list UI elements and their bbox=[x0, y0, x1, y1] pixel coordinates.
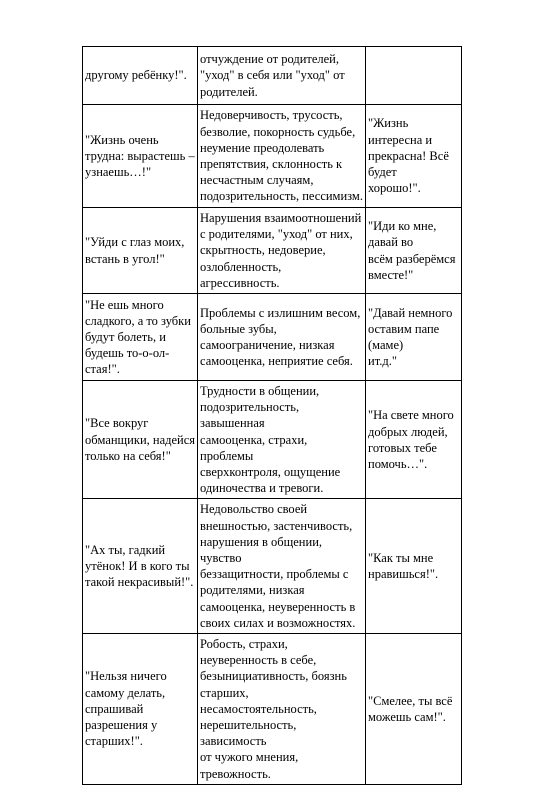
consequence-cell bbox=[198, 208, 366, 294]
table-row bbox=[83, 105, 462, 208]
statement-cell bbox=[83, 105, 198, 208]
consequence-text: Нарушения взаимоотношений с родителями, "уход" от них, скрытность, недоверие, озлобленность, агрессивность. bbox=[200, 211, 362, 290]
alternative-cell bbox=[366, 208, 462, 294]
statement-cell bbox=[83, 208, 198, 294]
table-row bbox=[83, 499, 462, 634]
alternative-cell bbox=[366, 47, 462, 105]
consequence-cell bbox=[198, 381, 366, 499]
table-row bbox=[83, 634, 462, 785]
alternative-cell bbox=[366, 634, 462, 785]
consequence-cell bbox=[198, 499, 366, 634]
statement-cell bbox=[83, 634, 198, 785]
consequence-cell bbox=[198, 294, 366, 381]
consequence-text: отчуждение от родителей, "уход" в себя или "уход" от родителей. bbox=[200, 52, 345, 99]
statement-cell bbox=[83, 47, 198, 105]
alternative-cell bbox=[366, 499, 462, 634]
statement-cell bbox=[83, 294, 198, 381]
parenting-phrases-table bbox=[82, 46, 462, 785]
table-row bbox=[83, 381, 462, 499]
table-row bbox=[83, 47, 462, 105]
statement-text: "Все вокруг обманщики, надейся только на себя!" bbox=[85, 416, 196, 463]
consequence-text: Робость, страхи, неуверенность в себе, безынициативность, боязнь старших, несамостоятельность, нерешительность, зависимость от чужого мнения, тревожность. bbox=[200, 637, 347, 781]
statement-text: другому ребёнку!". bbox=[85, 68, 187, 83]
table-row bbox=[83, 294, 462, 381]
consequence-text: Недоверчивость, трусость, безволие, покорность судьбе, неумение преодолевать препятствия, склонность к несчастным случаям, подозрительность, пессимизм. bbox=[200, 108, 363, 204]
alternative-text: "Жизнь интересна и прекрасна! Всё будет хорошо!". bbox=[368, 116, 449, 196]
alternative-cell bbox=[366, 105, 462, 208]
statement-cell bbox=[83, 499, 198, 634]
alternative-text: "На свете много добрых людей, готовых тебе помочь…". bbox=[368, 408, 454, 471]
statement-text: "Ах ты, гадкий утёнок! И в кого ты такой некрасивый!". bbox=[85, 542, 194, 590]
statement-text: "Нельзя ничего самому делать, спрашивай разрешения у старших!". bbox=[85, 669, 167, 749]
alternative-text: "Как ты мне нравишься!". bbox=[368, 551, 439, 582]
consequence-cell bbox=[198, 105, 366, 208]
consequence-text: Недовольство своей внешностью, застенчивость, нарушения в общении, чувство беззащитности, проблемы с родителями, низкая самооценка, неуверенность в своих силах и возможностях. bbox=[200, 502, 356, 630]
consequence-text: Проблемы с излишним весом, больные зубы, самоограничение, низкая самооценка, неприятие себя. bbox=[200, 305, 361, 369]
consequence-text: Трудности в общении, подозрительность, завышенная самооценка, страхи, проблемы сверхконтроля, ощущение одиночества и тревоги. bbox=[200, 384, 341, 496]
alternative-cell bbox=[366, 294, 462, 381]
alternative-text: "Давай немного оставим папе (маме) ит.д." bbox=[368, 305, 453, 369]
statement-text: "Уйди с глаз моих, встань в угол!" bbox=[85, 235, 185, 266]
alternative-text: "Иди ко мне, давай во всём разберёмся вместе!" bbox=[368, 219, 456, 282]
statement-text: "Жизнь очень трудна: вырастешь – узнаешь…!" bbox=[85, 132, 195, 180]
alternative-text: "Смелее, ты всё можешь сам!". bbox=[368, 693, 453, 724]
consequence-cell bbox=[198, 47, 366, 105]
table-row bbox=[83, 208, 462, 294]
statement-cell bbox=[83, 381, 198, 499]
statement-text: "Не ешь много сладкого, а то зубки будут болеть, и будешь то-о-ол- стая!". bbox=[85, 297, 191, 377]
alternative-cell bbox=[366, 381, 462, 499]
consequence-cell bbox=[198, 634, 366, 785]
